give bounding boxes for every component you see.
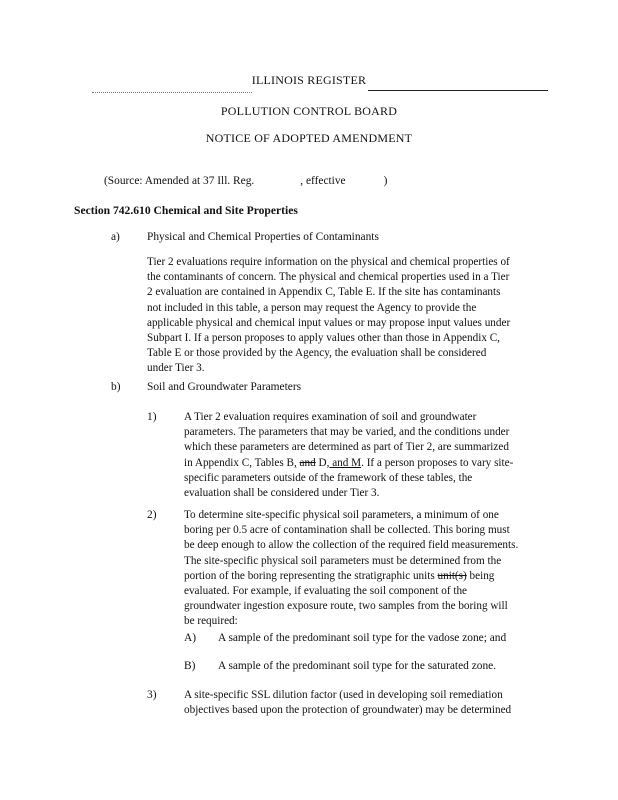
header-rule <box>368 90 548 91</box>
b1-line: which these parameters are determined as part of Tier 2, are summarized <box>184 441 509 454</box>
b2-B-label: B) <box>184 660 196 672</box>
source-text: (Source: Amended at 37 Ill. Reg. <box>104 175 255 187</box>
b3-label: 3) <box>147 689 157 701</box>
b3-line: A site-specific SSL dilution factor (used in developing soil remediation <box>184 689 503 701</box>
b1-label: 1) <box>147 411 157 423</box>
b2-label: 2) <box>147 509 157 521</box>
b1-line: A Tier 2 evaluation requires examination of soil and groundwater <box>184 411 477 423</box>
b1-l4-added: , and M <box>326 456 362 469</box>
b2-line-amended <box>184 569 544 584</box>
b1-l4-pre: in Appendix C, Tables B <box>184 456 294 469</box>
b1-l4-d: D <box>315 456 327 469</box>
a-line: Tier 2 evaluations require information on the physical and chemical properties of <box>147 256 510 268</box>
a-label: a) <box>111 231 120 243</box>
b1-l4-comma: , <box>293 456 297 469</box>
section-heading: Section 742.610 Chemical and Site Properties <box>74 204 298 217</box>
a-line: under Tier 3. <box>147 362 205 375</box>
b2-line: be required: <box>184 615 238 628</box>
b2-A-label: A) <box>184 632 197 644</box>
b1-l4-deleted: and <box>299 456 316 469</box>
b2-l5-deleted: unit(s) <box>437 569 467 582</box>
b2-line: be deep enough to allow the collection of the required field measurements. <box>184 539 519 552</box>
a-heading: Physical and Chemical Properties of Contaminants <box>147 231 379 243</box>
b2-A-text: A sample of the predominant soil type for the vadose zone; and <box>218 632 507 644</box>
b2-line: To determine site-specific physical soil parameters, a minimum of one <box>184 509 499 521</box>
a-line: applicable physical and chemical input values or may propose input values under <box>147 316 511 329</box>
a-line: the contaminants of concern. The physical and chemical properties used in a Tier <box>147 271 510 284</box>
source-close: ) <box>383 175 388 187</box>
a-line: not included in this table, a person may request the Agency to provide the <box>147 301 477 314</box>
board-title: POLLUTION CONTROL BOARD <box>220 104 398 118</box>
b2-line: groundwater ingestion exposure route, two samples from the boring will <box>184 600 508 613</box>
b1-line-amended <box>184 456 544 471</box>
a-line: Subpart I. If a person proposes to apply values other than those in Appendix C, <box>147 332 500 345</box>
source-line <box>104 174 387 189</box>
register-title: ILLINOIS REGISTER <box>251 73 367 87</box>
b-label: b) <box>111 381 121 393</box>
header-dotted-line <box>92 92 252 93</box>
source-effective: , effective <box>300 175 346 187</box>
b2-l5-pre: portion of the boring representing the stratigraphic units <box>184 569 438 582</box>
b2-line: evaluated. For example, if evaluating the soil component of the <box>184 585 468 598</box>
b2-B-text: A sample of the predominant soil type for the saturated zone. <box>218 660 497 672</box>
b1-line: specific parameters outside of the framework of these tables, the <box>184 471 473 484</box>
b3-line: objectives based upon the protection of groundwater) may be determined <box>184 704 512 717</box>
b2-line: boring per 0.5 acre of contamination shall be collected. This boring must <box>184 524 510 537</box>
a-line: Table E or those provided by the Agency, the evaluation shall be considered <box>147 347 487 360</box>
a-line: 2 evaluation are contained in Appendix C, Table E. If the site has contaminants <box>147 286 501 299</box>
b1-l4-post: . If a person proposes to vary site- <box>361 456 514 469</box>
b2-l5-post: being <box>466 569 495 582</box>
b2-paragraph <box>184 508 544 630</box>
a-paragraph <box>147 255 539 377</box>
b2-line: The site-specific physical soil parameters must be determined from the <box>184 554 502 567</box>
b1-paragraph <box>184 410 544 501</box>
notice-title: NOTICE OF ADOPTED AMENDMENT <box>205 131 413 145</box>
b1-line: evaluation shall be considered under Tier 3. <box>184 487 380 500</box>
b1-line: parameters. The parameters that may be varied, and the conditions under <box>184 426 510 439</box>
b-heading: Soil and Groundwater Parameters <box>147 381 302 393</box>
b3-paragraph <box>184 688 544 718</box>
